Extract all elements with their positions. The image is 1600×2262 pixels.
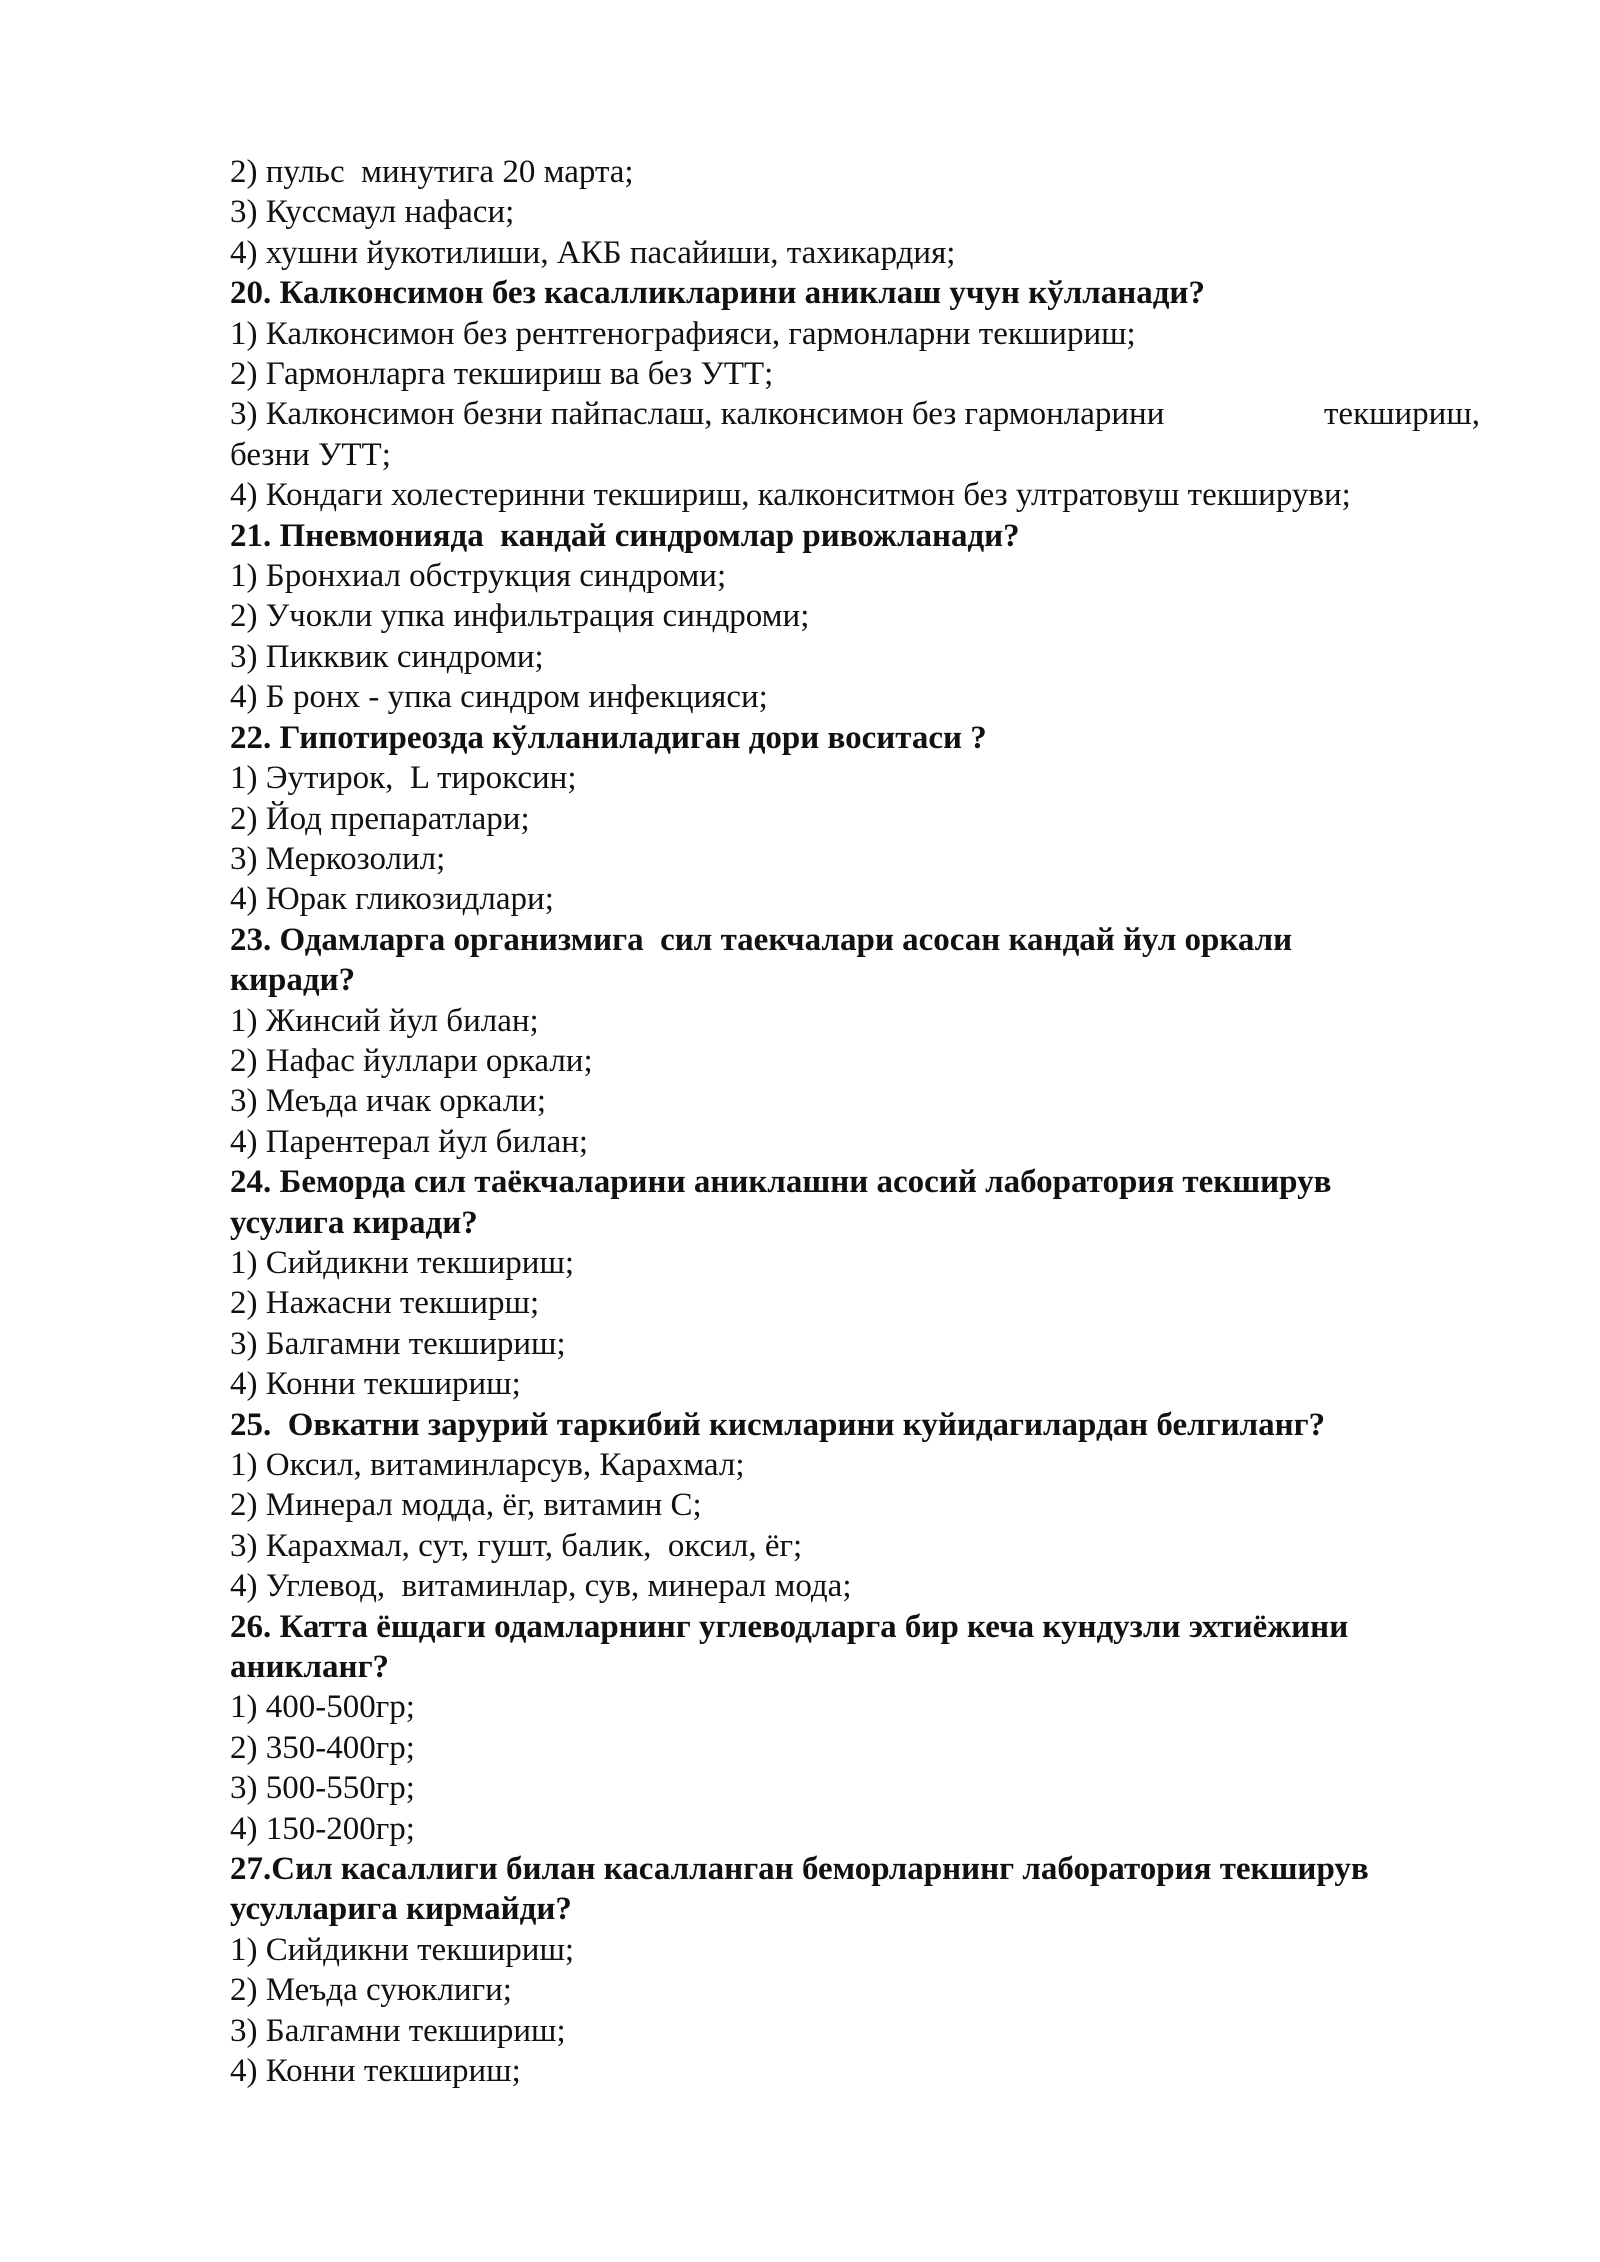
question-25: 25. Овкатни зарурий таркибий кисмларини куйидагилардан белгиланг? — [230, 1406, 1326, 1443]
option-line: 1) 400-500гр; — [230, 1689, 415, 1726]
option-line: 2) 350-400гр; — [230, 1729, 415, 1766]
option-line: 1) Калконсимон без рентгенографияси, гармонларни текшириш; — [230, 315, 1136, 352]
question-23-cont: киради? — [230, 962, 356, 999]
option-line: 4) хушни йукотилиши, АКБ пасайиши, тахикардия; — [230, 234, 956, 271]
document-body — [230, 152, 1480, 2092]
option-line: 3) Куссмаул нафаси; — [230, 194, 515, 231]
option-line: 1) Жинсий йул билан; — [230, 1002, 539, 1039]
option-line: 4) Конни текшириш; — [230, 2053, 521, 2090]
option-line: 3) Балгамни текшириш; — [230, 1325, 566, 1362]
option-line: безни УТТ; — [230, 436, 391, 473]
question-27-cont: усулларига кирмайди? — [230, 1891, 572, 1928]
option-line: 3) Меркозолил; — [230, 840, 446, 877]
option-line: 4) Б ронх - упка синдром инфекцияси; — [230, 679, 768, 716]
option-line: 3) Балгамни текшириш; — [230, 2012, 566, 2049]
question-24-cont: усулига киради? — [230, 1204, 478, 1241]
option-line: 2) Гармонларга текшириш ва без УТТ; — [230, 356, 774, 393]
option-line: 1) Оксил, витаминларсув, Карахмал; — [230, 1447, 745, 1483]
option-line: 2) Нафас йуллари оркали; — [230, 1042, 593, 1079]
option-line: 4) Конни текшириш; — [230, 1366, 521, 1403]
question-23: 23. Одамларга организмига сил таекчалари асосан кандай йул оркали — [230, 921, 1293, 958]
question-20: 20. Калконсимон без касалликларини аниклаш учун кўлланади? — [230, 275, 1205, 312]
option-line: 2) Йод препаратлари; — [230, 800, 530, 837]
option-text: текшириш, — [1324, 396, 1480, 433]
option-line: 2) Учокли упка инфильтрация синдроми; — [230, 598, 810, 635]
option-line: 2) Нажасни текширш; — [230, 1285, 540, 1322]
option-line: 3) 500-550гр; — [230, 1770, 415, 1807]
question-27: 27.Сил касаллиги билан касалланган беморларнинг лаборатория текширув — [230, 1851, 1369, 1888]
option-line: 3) Меъда ичак оркали; — [230, 1083, 546, 1120]
option-line: 3) Карахмал, сут, гушт, балик, оксил, ёг; — [230, 1527, 803, 1564]
option-line: 1) Эутирок, L тироксин; — [230, 760, 577, 797]
question-21: 21. Пневмонияда кандай синдромлар ривожланади? — [230, 517, 1020, 554]
option-line: 4) 150-200гр; — [230, 1810, 415, 1847]
option-line: 2) пульс минутига 20 марта; — [230, 154, 634, 190]
question-26: 26. Катта ёшдаги одамларнинг углеводларга бир кеча кундузли эхтиёжини — [230, 1608, 1349, 1645]
question-22: 22. Гипотиреозда кўлланиладиган дори воситаси ? — [230, 719, 987, 756]
option-line: 4) Юрак гликозидлари; — [230, 881, 554, 918]
option-line: 2) Минерал модда, ёг, витамин С; — [230, 1487, 702, 1524]
option-line: 4) Кондаги холестеринни текшириш, калконситмон без ултратовуш текшируви; — [230, 477, 1351, 514]
option-line: 1) Сийдикни текшириш; — [230, 1244, 575, 1281]
option-line-justified — [230, 394, 1480, 434]
option-line: 2) Меъда суюклиги; — [230, 1972, 512, 2009]
option-line: 4) Углевод, витаминлар, сув, минерал мода; — [230, 1568, 852, 1605]
option-line: 1) Бронхиал обструкция синдроми; — [230, 558, 727, 595]
option-text: 3) Калконсимон безни пайпаслаш, калконсимон без гармонларини — [230, 396, 1165, 433]
question-24: 24. Беморда сил таёкчаларини аниклашни асосий лаборатория текширув — [230, 1164, 1332, 1201]
option-line: 3) Пикквик синдроми; — [230, 638, 544, 675]
option-line: 4) Парентерал йул билан; — [230, 1123, 589, 1160]
option-line: 1) Сийдикни текшириш; — [230, 1931, 575, 1968]
question-26-cont: аникланг? — [230, 1649, 390, 1686]
